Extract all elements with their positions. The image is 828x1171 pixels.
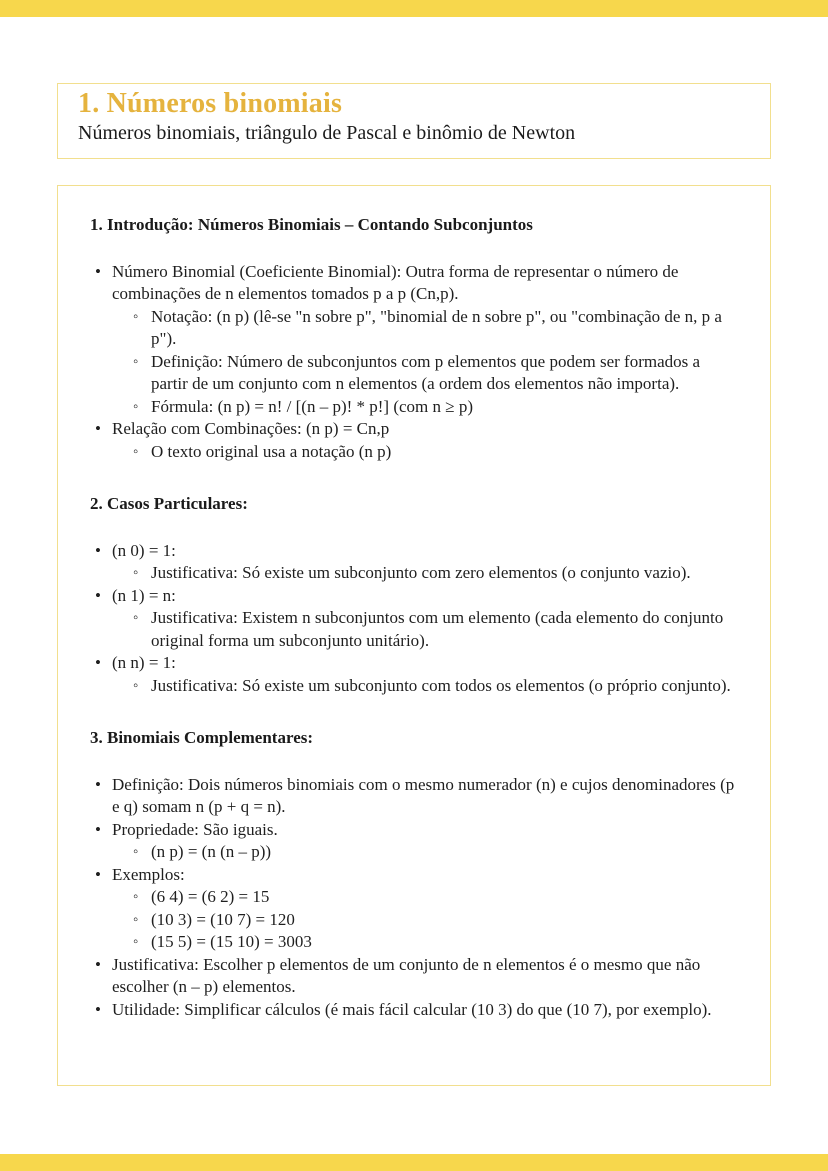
content-card bbox=[57, 185, 771, 1086]
list-item-text: Utilidade: Simplificar cálculos (é mais fácil calcular (10 3) do que (10 7), por exemplo). bbox=[112, 999, 712, 1019]
list-item bbox=[112, 999, 740, 1022]
sub-list-item bbox=[151, 396, 740, 419]
sub-list-item bbox=[151, 841, 740, 864]
sub-list-item-text: (n p) = (n (n – p)) bbox=[151, 842, 272, 861]
list-item-text: (n 1) = n: bbox=[112, 585, 176, 605]
sub-list-item-text: Justificativa: Só existe um subconjunto com zero elementos (o conjunto vazio). bbox=[151, 563, 691, 582]
sub-list-item bbox=[151, 931, 740, 954]
list-item bbox=[112, 819, 740, 864]
sub-list-item-text: Notação: (n p) (lê-se "n sobre p", "binomial de n sobre p", ou "combinação de n, p a p"). bbox=[151, 306, 722, 348]
sub-bullet-list bbox=[112, 306, 740, 419]
sub-list-item-text: (6 4) = (6 2) = 15 bbox=[151, 887, 270, 906]
bullet-list bbox=[90, 261, 740, 464]
sub-list-item-text: (10 3) = (10 7) = 120 bbox=[151, 909, 295, 929]
sub-list-item-text: O texto original usa a notação (n p) bbox=[151, 441, 392, 461]
top-accent-bar bbox=[0, 0, 828, 17]
list-item bbox=[112, 261, 740, 419]
title-card bbox=[57, 83, 771, 159]
list-item bbox=[112, 954, 740, 999]
page-subtitle: Números binomiais, triângulo de Pascal e binômio de Newton bbox=[78, 121, 576, 144]
sub-list-item bbox=[151, 562, 740, 585]
bottom-accent-bar bbox=[0, 1154, 828, 1171]
sub-list-item-text: Justificativa: Só existe um subconjunto com todos os elementos (o próprio conjunto). bbox=[151, 675, 731, 695]
sub-list-item bbox=[151, 909, 740, 932]
sub-bullet-list bbox=[112, 675, 740, 698]
list-item bbox=[112, 418, 740, 463]
bullet-list bbox=[90, 774, 740, 1022]
sub-bullet-list bbox=[112, 562, 740, 585]
sub-list-item-text: Definição: Número de subconjuntos com p elementos que podem ser formados a partir de um conjunto com n elementos (a ordem dos elementos não importa). bbox=[151, 351, 701, 393]
section-binomiais-complementares bbox=[90, 727, 740, 1021]
page-title: 1. Números binomiais bbox=[78, 88, 343, 119]
list-item-text: (n 0) = 1: bbox=[112, 540, 176, 560]
section-heading: 1. Introdução: Números Binomiais – Contando Subconjuntos bbox=[90, 215, 533, 234]
list-item-text: Justificativa: Escolher p elementos de um conjunto de n elementos é o mesmo que não escolher (n – p) elementos. bbox=[112, 954, 701, 996]
list-item-text: Relação com Combinações: (n p) = Cn,p bbox=[112, 419, 390, 438]
list-item bbox=[112, 774, 740, 819]
sub-list-item bbox=[151, 351, 740, 396]
section-casos-particulares bbox=[90, 493, 740, 697]
sub-list-item-text: (15 5) = (15 10) = 3003 bbox=[151, 932, 312, 951]
section-heading: 2. Casos Particulares: bbox=[90, 494, 248, 513]
list-item bbox=[112, 652, 740, 697]
sub-bullet-list bbox=[112, 607, 740, 652]
list-item-text: Propriedade: São iguais. bbox=[112, 819, 278, 839]
list-item bbox=[112, 864, 740, 954]
sub-list-item bbox=[151, 675, 740, 698]
sub-list-item-text: Fórmula: (n p) = n! / [(n – p)! * p!] (com n ≥ p) bbox=[151, 396, 474, 416]
list-item-text: (n n) = 1: bbox=[112, 653, 176, 672]
sub-list-item bbox=[151, 306, 740, 351]
sub-bullet-list bbox=[112, 841, 740, 864]
list-item-text: Exemplos: bbox=[112, 864, 185, 884]
sub-bullet-list bbox=[112, 441, 740, 464]
sub-list-item bbox=[151, 441, 740, 464]
bullet-list bbox=[90, 540, 740, 698]
list-item bbox=[112, 585, 740, 653]
sub-list-item bbox=[151, 886, 740, 909]
list-item-text: Definição: Dois números binomiais com o mesmo numerador (n) e cujos denominadores (p e q) somam n (p + q = n). bbox=[112, 774, 735, 816]
section-introducao bbox=[90, 214, 740, 463]
sub-bullet-list bbox=[112, 886, 740, 954]
sub-list-item bbox=[151, 607, 740, 652]
list-item-text: Número Binomial (Coeficiente Binomial): Outra forma de representar o número de combinações de n elementos tomados p a p (Cn,p). bbox=[112, 261, 679, 303]
section-heading: 3. Binomiais Complementares: bbox=[90, 728, 314, 747]
sub-list-item-text: Justificativa: Existem n subconjuntos com um elemento (cada elemento do conjunto original forma um subconjunto unitário). bbox=[151, 608, 724, 650]
list-item bbox=[112, 540, 740, 585]
